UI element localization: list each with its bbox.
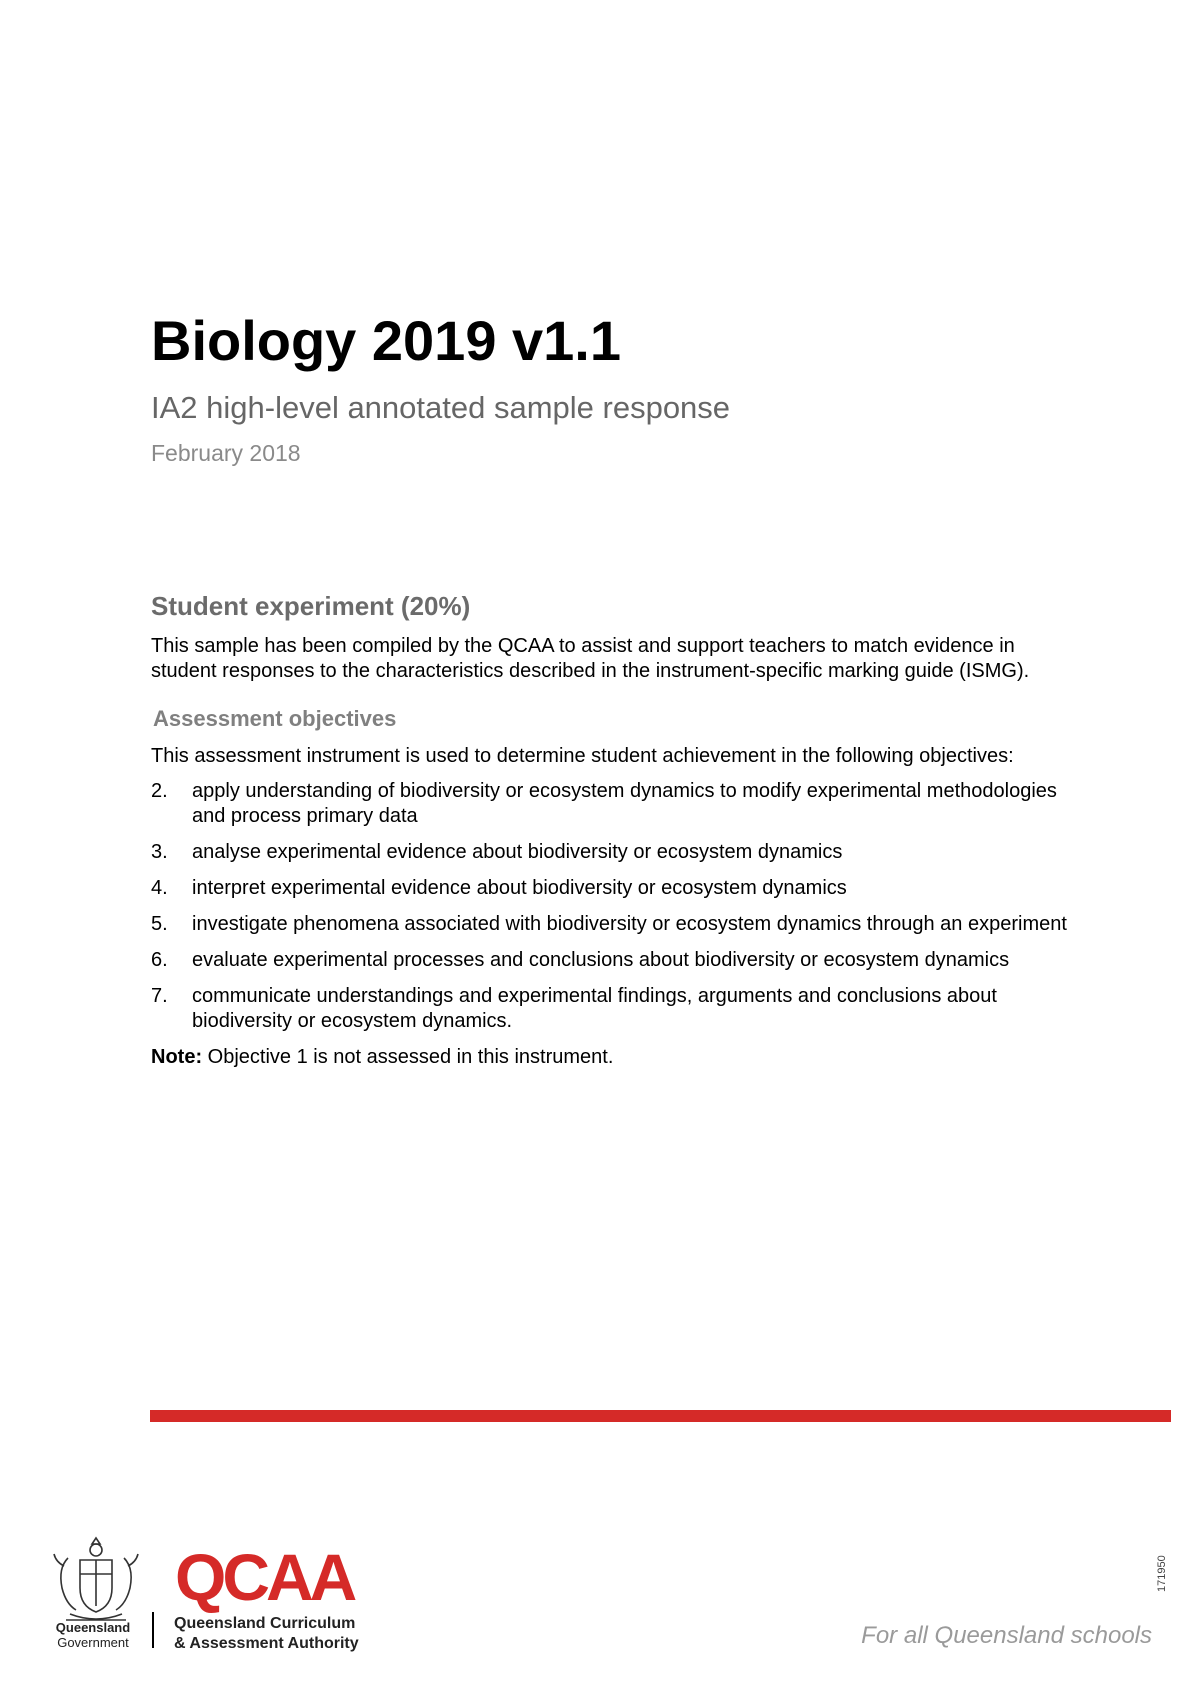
list-item-number: 7. [151,985,168,1007]
page-title: Biology 2019 v1.1 [151,309,622,372]
list-item-text: evaluate experimental processes and conclusions about biodiversity or ecosystem dynamics [192,949,1010,971]
document-code: 171950 [1156,1555,1168,1592]
list-item-number: 5. [151,913,168,935]
qcaa-name-line2: & Assessment Authority [174,1635,359,1652]
list-item [151,840,1071,865]
red-divider-bar [150,1410,1171,1422]
list-item-text: interpret experimental evidence about biodiversity or ecosystem dynamics [192,877,847,899]
objectives-lead: This assessment instrument is used to determine student achievement in the following objectives: [151,745,1014,767]
note-text: Objective 1 is not assessed in this instrument. [202,1046,614,1068]
objectives-heading: Assessment objectives [153,706,397,731]
section-heading: Student experiment (20%) [151,591,471,621]
government-wordmark-line1: Queensland [55,1620,131,1635]
list-item [151,779,1071,829]
list-item-text: apply understanding of biodiversity or ecosystem dynamics to modify experimental methodologies and process primary data [192,780,1057,827]
page-subtitle: IA2 high-level annotated sample response [151,390,731,425]
list-item-number: 4. [151,877,168,899]
intro-paragraph: This sample has been compiled by the QCAA to assist and support teachers to match evidence in student responses to the characteristics described in the instrument-specific marking guide (ISMG). [151,635,1030,682]
publication-date: February 2018 [151,440,301,466]
list-item [151,948,1071,973]
list-item-number: 2. [151,780,168,802]
list-item-text: communicate understandings and experimental findings, arguments and conclusions about biodiversity or ecosystem dynamics. [192,985,997,1032]
footer-divider [152,1612,154,1648]
government-wordmark-line2: Government [57,1635,129,1650]
qcaa-name-line1: Queensland Curriculum [174,1615,356,1632]
list-item [151,912,1071,937]
list-item [151,984,1071,1034]
document-body [151,590,1071,1070]
list-item-text: analyse experimental evidence about biodiversity or ecosystem dynamics [192,841,843,863]
list-item-number: 3. [151,841,168,863]
qcaa-name [174,1614,359,1654]
note-label: Note: [151,1046,203,1068]
list-item [151,876,1071,901]
list-item-text: investigate phenomena associated with biodiversity or ecosystem dynamics through an experiment [192,913,1067,935]
qcaa-logo: QCAA [175,1540,354,1614]
footer-tagline: For all Queensland schools [861,1622,1152,1649]
list-item-number: 6. [151,949,168,971]
government-wordmark [52,1620,134,1650]
objective-list [151,779,1071,1034]
note [151,1045,1071,1070]
